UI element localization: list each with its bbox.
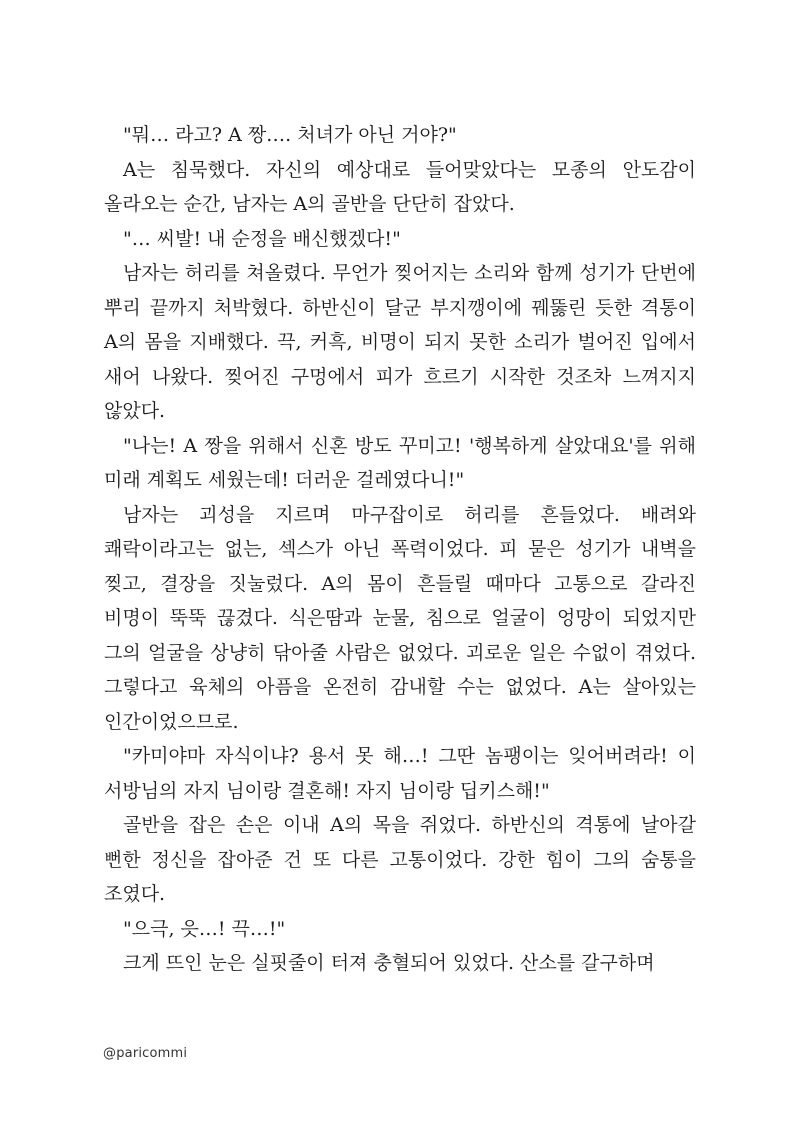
paragraph-5: "나는! A 짱을 위해서 신혼 방도 꾸미고! '행복하게 살았대요'를 위해 미래 계획도 세웠는데! 더러운 걸레였다니!": [104, 434, 696, 491]
paragraph-3: "… 씨발! 내 순정을 배신했겠다!": [123, 227, 401, 250]
paragraph-4: 남자는 허리를 쳐올렸다. 무언가 찢어지는 소리와 함께 성기가 단번에 뿌리 끝까지 처박혔다. 하반신이 달군 부지깽이에 꿰뚫린 듯한 격통이 A의 몸을 지배했다. 끅, 커흑, 비명이 되지 못한 소리가 벌어진 입에서 새어 나왔다. 찢어진 구멍에서 피가 흐르기 시작한 것조차 느껴지지 않았다.: [104, 262, 696, 422]
paragraph-8: 골반을 잡은 손은 이내 A의 목을 쥐었다. 하반신의 격통에 날아갈 뻔한 정신을 잡아준 건 또 다른 고통이었다. 강한 힘이 그의 숨통을 조였다.: [104, 814, 696, 905]
paragraph-7: "카미야마 자식이냐? 용서 못 해…! 그딴 놈팽이는 잊어버려라! 이 서방님의 자지 님이랑 결혼해! 자지 님이랑 딥키스해!": [104, 745, 696, 802]
paragraph-9: "으극, 읏…! 끅…!": [123, 917, 286, 940]
paragraph-6: 남자는 괴성을 지르며 마구잡이로 허리를 흔들었다. 배려와 쾌락이라고는 없는, 섹스가 아닌 폭력이었다. 피 묻은 성기가 내벽을 찢고, 결장을 짓눌렀다. A의 몸이 흔들릴 때마다 고통으로 갈라진 비명이 뚝뚝 끊겼다. 식은땀과 눈물, 침으로 얼굴이 엉망이 되었지만 그의 얼굴을 상냥히 닦아줄 사람은 없었다. 괴로운 일은 수없이 겪었다. 그렇다고 육체의 아픔을 온전히 감내할 수는 없었다. A는 살아있는 인간이었으므로.: [104, 503, 696, 733]
author-watermark: @paricommi: [103, 1046, 188, 1061]
paragraph-1: "뭐… 라고? A 짱…. 처녀가 아닌 거야?": [123, 124, 457, 146]
paragraph-10: 크게 뜨인 눈은 실핏줄이 터져 충혈되어 있었다. 산소를 갈구하며: [123, 952, 655, 974]
page-body: [104, 118, 696, 981]
paragraph-2: A는 침묵했다. 자신의 예상대로 들어맞았다는 모종의 안도감이 올라오는 순간, 남자는 A의 골반을 단단히 잡았다.: [104, 158, 696, 215]
